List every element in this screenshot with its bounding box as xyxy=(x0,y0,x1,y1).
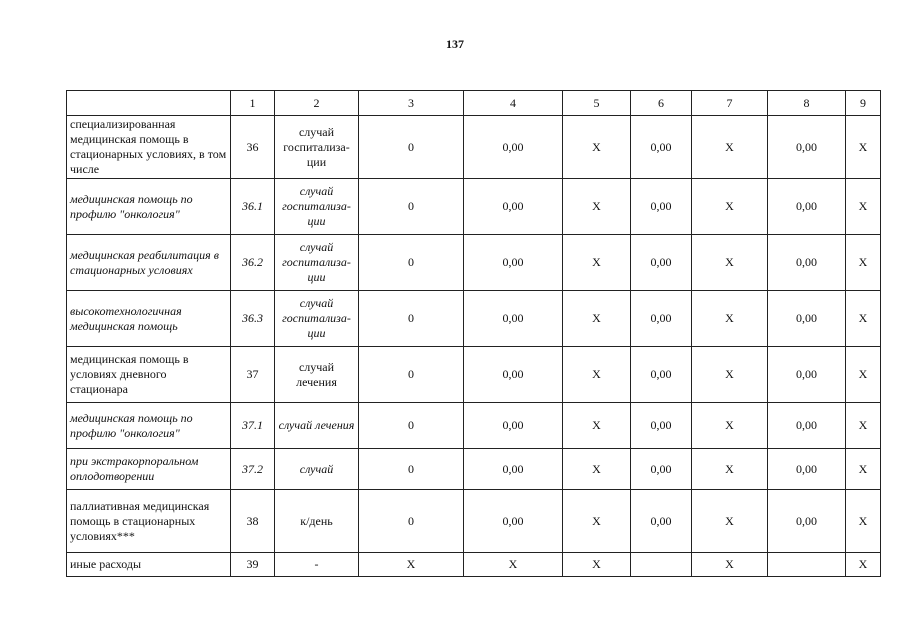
row-code: 37.1 xyxy=(231,403,275,449)
cell-col5: X xyxy=(563,403,631,449)
cell-col6: 0,00 xyxy=(631,291,692,347)
cell-col9: X xyxy=(846,235,881,291)
cell-col8: 0,00 xyxy=(768,449,846,490)
row-code: 38 xyxy=(231,490,275,553)
cell-col7: X xyxy=(692,449,768,490)
table-row xyxy=(67,235,881,291)
row-code: 37 xyxy=(231,347,275,403)
cell-col3: 0 xyxy=(359,179,464,235)
cell-col4: 0,00 xyxy=(464,179,563,235)
row-code: 39 xyxy=(231,553,275,577)
row-name: медицинская помощь в условиях дневного стационара xyxy=(67,347,231,403)
header-cell: 1 xyxy=(231,91,275,116)
cell-col5: X xyxy=(563,291,631,347)
header-cell: 3 xyxy=(359,91,464,116)
row-name: при экстракорпоральном оплодотворении xyxy=(67,449,231,490)
cell-col9: X xyxy=(846,347,881,403)
cell-col6 xyxy=(631,553,692,577)
cell-col4: 0,00 xyxy=(464,490,563,553)
header-cell: 8 xyxy=(768,91,846,116)
table-row xyxy=(67,449,881,490)
cell-col9: X xyxy=(846,449,881,490)
row-name: высокотехнологичная медицинская помощь xyxy=(67,291,231,347)
cell-col7: X xyxy=(692,235,768,291)
row-unit: - xyxy=(275,553,359,577)
cell-col9: X xyxy=(846,179,881,235)
data-table xyxy=(66,90,881,577)
row-name: паллиативная медицинская помощь в стационарных условиях*** xyxy=(67,490,231,553)
cell-col4: 0,00 xyxy=(464,449,563,490)
header-cell: 9 xyxy=(846,91,881,116)
cell-col7: X xyxy=(692,116,768,179)
cell-col4: X xyxy=(464,553,563,577)
cell-col8: 0,00 xyxy=(768,179,846,235)
cell-col9: X xyxy=(846,553,881,577)
row-unit: случай госпитализа-ции xyxy=(275,235,359,291)
cell-col3: 0 xyxy=(359,490,464,553)
cell-col8: 0,00 xyxy=(768,235,846,291)
row-code: 37.2 xyxy=(231,449,275,490)
row-name: иные расходы xyxy=(67,553,231,577)
cell-col3: 0 xyxy=(359,291,464,347)
cell-col8: 0,00 xyxy=(768,490,846,553)
table-row xyxy=(67,347,881,403)
cell-col4: 0,00 xyxy=(464,347,563,403)
row-name: специализированная медицинская помощь в стационарных условиях, в том числе xyxy=(67,116,231,179)
header-cell xyxy=(67,91,231,116)
cell-col3: 0 xyxy=(359,116,464,179)
cell-col7: X xyxy=(692,291,768,347)
cell-col9: X xyxy=(846,291,881,347)
cell-col8: 0,00 xyxy=(768,116,846,179)
table-row xyxy=(67,291,881,347)
cell-col5: X xyxy=(563,179,631,235)
table-row xyxy=(67,490,881,553)
cell-col5: X xyxy=(563,449,631,490)
header-cell: 6 xyxy=(631,91,692,116)
cell-col3: 0 xyxy=(359,403,464,449)
row-unit: к/день xyxy=(275,490,359,553)
cell-col3: 0 xyxy=(359,235,464,291)
row-name: медицинская помощь по профилю "онкология" xyxy=(67,179,231,235)
cell-col8: 0,00 xyxy=(768,403,846,449)
cell-col8 xyxy=(768,553,846,577)
cell-col4: 0,00 xyxy=(464,235,563,291)
row-name: медицинская реабилитация в стационарных условиях xyxy=(67,235,231,291)
table-row xyxy=(67,553,881,577)
table-row xyxy=(67,403,881,449)
cell-col5: X xyxy=(563,490,631,553)
cell-col9: X xyxy=(846,116,881,179)
cell-col6: 0,00 xyxy=(631,347,692,403)
cell-col9: X xyxy=(846,403,881,449)
cell-col7: X xyxy=(692,553,768,577)
cell-col8: 0,00 xyxy=(768,291,846,347)
row-code: 36 xyxy=(231,116,275,179)
cell-col9: X xyxy=(846,490,881,553)
row-unit: случай госпитализа-ции xyxy=(275,179,359,235)
row-code: 36.3 xyxy=(231,291,275,347)
cell-col5: X xyxy=(563,116,631,179)
header-cell: 4 xyxy=(464,91,563,116)
cell-col6: 0,00 xyxy=(631,235,692,291)
table-row xyxy=(67,116,881,179)
cell-col3: 0 xyxy=(359,347,464,403)
row-unit: случай госпитализа-ции xyxy=(275,291,359,347)
row-unit: случай лечения xyxy=(275,347,359,403)
header-row xyxy=(67,91,881,116)
cell-col3: 0 xyxy=(359,449,464,490)
cell-col8: 0,00 xyxy=(768,347,846,403)
header-cell: 2 xyxy=(275,91,359,116)
row-code: 36.2 xyxy=(231,235,275,291)
cell-col7: X xyxy=(692,179,768,235)
cell-col4: 0,00 xyxy=(464,116,563,179)
table-row xyxy=(67,179,881,235)
cell-col7: X xyxy=(692,490,768,553)
cell-col6: 0,00 xyxy=(631,490,692,553)
cell-col6: 0,00 xyxy=(631,449,692,490)
cell-col7: X xyxy=(692,347,768,403)
row-unit: случай xyxy=(275,449,359,490)
cell-col6: 0,00 xyxy=(631,179,692,235)
cell-col4: 0,00 xyxy=(464,291,563,347)
page-number: 137 xyxy=(446,37,464,51)
cell-col5: X xyxy=(563,553,631,577)
row-unit: случай госпитализа-ции xyxy=(275,116,359,179)
cell-col7: X xyxy=(692,403,768,449)
cell-col3: X xyxy=(359,553,464,577)
row-unit: случай лечения xyxy=(275,403,359,449)
cell-col5: X xyxy=(563,235,631,291)
header-cell: 7 xyxy=(692,91,768,116)
cell-col6: 0,00 xyxy=(631,116,692,179)
cell-col6: 0,00 xyxy=(631,403,692,449)
row-code: 36.1 xyxy=(231,179,275,235)
row-name: медицинская помощь по профилю "онкология" xyxy=(67,403,231,449)
header-cell: 5 xyxy=(563,91,631,116)
cell-col4: 0,00 xyxy=(464,403,563,449)
cell-col5: X xyxy=(563,347,631,403)
